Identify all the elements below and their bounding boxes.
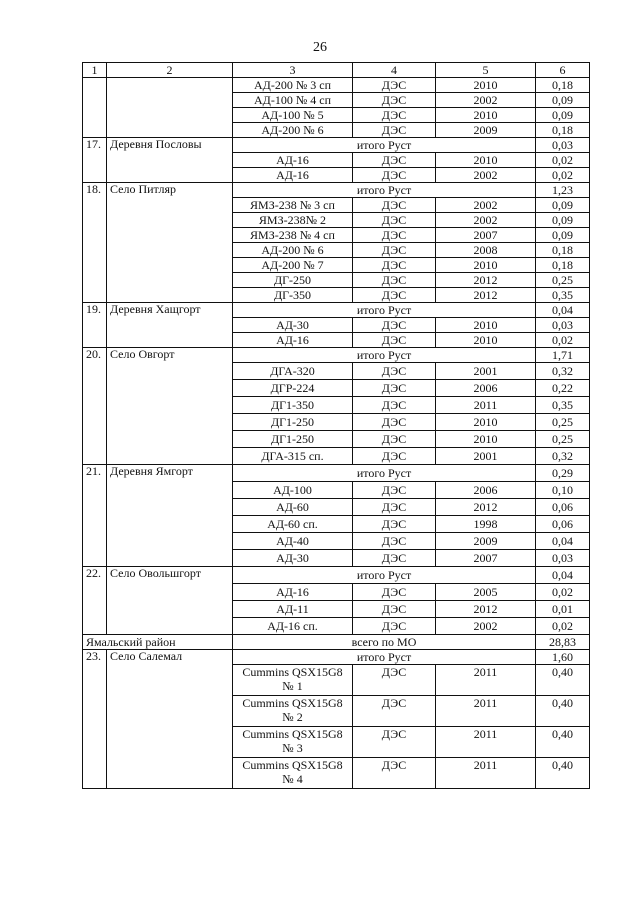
commission-year: 2011 [436,665,536,696]
rated-power: 0,25 [536,431,590,448]
equipment-type: ДЭС [353,618,436,635]
settlement-number: 20. [83,348,107,465]
settlement-total-value: 1,60 [536,650,590,665]
col-header: 5 [436,63,536,78]
equipment-model: АД-16 [233,168,353,183]
col-header: 6 [536,63,590,78]
equipment-model: ЯМЗ-238 № 4 сп [233,228,353,243]
equipment-type: ДЭС [353,665,436,696]
district-row [83,635,590,650]
equipment-model: АД-60 [233,499,353,516]
rated-power: 0,01 [536,601,590,618]
rated-power: 0,35 [536,288,590,303]
settlement-row [83,183,590,198]
commission-year: 2001 [436,363,536,380]
commission-year: 2002 [436,198,536,213]
settlement-name: Село Овгорт [107,348,233,465]
rated-power: 0,02 [536,618,590,635]
equipment-type: ДЭС [353,758,436,789]
settlement-row [83,348,590,363]
settlement-total-label: итого Руст [233,465,536,482]
rated-power: 0,25 [536,273,590,288]
equipment-type: ДЭС [353,108,436,123]
equipment-type: ДЭС [353,584,436,601]
equipment-type: ДЭС [353,431,436,448]
equipment-model: Cummins QSX15G8 № 4 [233,758,353,789]
equipment-type: ДЭС [353,499,436,516]
commission-year: 2010 [436,108,536,123]
settlement-name-empty [107,78,233,138]
equipment-model: Cummins QSX15G8 № 1 [233,665,353,696]
equipment-model: АД-100 № 4 сп [233,93,353,108]
rated-power: 0,02 [536,153,590,168]
commission-year: 2011 [436,397,536,414]
rated-power: 0,09 [536,213,590,228]
equipment-table-body [83,63,590,789]
settlement-number: 17. [83,138,107,183]
settlement-name: Деревня Пословы [107,138,233,183]
commission-year: 2010 [436,431,536,448]
rated-power: 0,02 [536,333,590,348]
rated-power: 0,10 [536,482,590,499]
rated-power: 0,09 [536,93,590,108]
settlement-total-value: 1,23 [536,183,590,198]
rated-power: 0,40 [536,665,590,696]
equipment-model: АД-16 [233,333,353,348]
equipment-model: АД-30 [233,550,353,567]
commission-year: 2010 [436,333,536,348]
equipment-model: ДГ-350 [233,288,353,303]
settlement-number: 19. [83,303,107,348]
rated-power: 0,09 [536,198,590,213]
equipment-model: Cummins QSX15G8 № 3 [233,727,353,758]
settlement-total-value: 0,04 [536,303,590,318]
equipment-type: ДЭС [353,482,436,499]
equipment-model: ДГ1-350 [233,397,353,414]
rated-power: 0,03 [536,318,590,333]
equipment-model: Cummins QSX15G8 № 2 [233,696,353,727]
rated-power: 0,18 [536,123,590,138]
settlement-row [83,303,590,318]
commission-year: 2002 [436,93,536,108]
equipment-type: ДЭС [353,696,436,727]
settlement-total-value: 1,71 [536,348,590,363]
equipment-model: АД-16 сп. [233,618,353,635]
settlement-name: Село Салемал [107,650,233,789]
equipment-type: ДЭС [353,243,436,258]
commission-year: 2010 [436,258,536,273]
commission-year: 2009 [436,123,536,138]
settlement-total-label: итого Руст [233,183,536,198]
equipment-model: АД-200 № 6 [233,243,353,258]
equipment-model: АД-200 № 7 [233,258,353,273]
settlement-name: Деревня Хащгорт [107,303,233,348]
rated-power: 0,02 [536,584,590,601]
commission-year: 2009 [436,533,536,550]
rated-power: 0,40 [536,758,590,789]
settlement-total-label: итого Руст [233,138,536,153]
equipment-type: ДЭС [353,448,436,465]
equipment-model: ДГ1-250 [233,414,353,431]
equipment-model: ДГА-315 сп. [233,448,353,465]
col-header: 3 [233,63,353,78]
equipment-model: АД-30 [233,318,353,333]
commission-year: 2001 [436,448,536,465]
commission-year: 2012 [436,499,536,516]
commission-year: 2007 [436,228,536,243]
commission-year: 2010 [436,78,536,93]
rated-power: 0,09 [536,108,590,123]
equipment-model: АД-40 [233,533,353,550]
settlement-row [83,650,590,665]
commission-year: 2010 [436,318,536,333]
commission-year: 1998 [436,516,536,533]
commission-year: 2011 [436,758,536,789]
equipment-type: ДЭС [353,727,436,758]
commission-year: 2012 [436,601,536,618]
rated-power: 0,25 [536,414,590,431]
settlement-total-value: 0,04 [536,567,590,584]
row-number-empty [83,78,107,138]
equipment-model: ЯМЗ-238 № 3 сп [233,198,353,213]
commission-year: 2010 [436,414,536,431]
equipment-model: ЯМЗ-238№ 2 [233,213,353,228]
settlement-number: 21. [83,465,107,567]
equipment-type: ДЭС [353,78,436,93]
equipment-type: ДЭС [353,380,436,397]
rated-power: 0,03 [536,550,590,567]
rated-power: 0,22 [536,380,590,397]
equipment-table [82,62,590,789]
equipment-type: ДЭС [353,533,436,550]
equipment-type: ДЭС [353,168,436,183]
equipment-model: АД-100 № 5 [233,108,353,123]
rated-power: 0,18 [536,258,590,273]
header-row [83,63,590,78]
settlement-total-label: итого Руст [233,567,536,584]
equipment-type: ДЭС [353,198,436,213]
equipment-type: ДЭС [353,397,436,414]
rated-power: 0,18 [536,243,590,258]
commission-year: 2007 [436,550,536,567]
equipment-type: ДЭС [353,516,436,533]
equipment-type: ДЭС [353,258,436,273]
col-header: 4 [353,63,436,78]
commission-year: 2002 [436,168,536,183]
commission-year: 2006 [436,380,536,397]
settlement-total-label: итого Руст [233,303,536,318]
rated-power: 0,06 [536,499,590,516]
settlement-number: 18. [83,183,107,303]
equipment-model: АД-60 сп. [233,516,353,533]
commission-year: 2010 [436,153,536,168]
rated-power: 0,18 [536,78,590,93]
col-header: 1 [83,63,107,78]
equipment-type: ДЭС [353,318,436,333]
settlement-row [83,138,590,153]
commission-year: 2006 [436,482,536,499]
equipment-type: ДЭС [353,123,436,138]
equipment-model: ДГ-250 [233,273,353,288]
equipment-model: АД-16 [233,153,353,168]
rated-power: 0,09 [536,228,590,243]
commission-year: 2008 [436,243,536,258]
settlement-number: 23. [83,650,107,789]
equipment-type: ДЭС [353,288,436,303]
rated-power: 0,06 [536,516,590,533]
rated-power: 0,32 [536,448,590,465]
commission-year: 2012 [436,288,536,303]
settlement-row [83,465,590,482]
equipment-type: ДЭС [353,93,436,108]
col-header: 2 [107,63,233,78]
settlement-total-value: 0,29 [536,465,590,482]
equipment-model: АД-100 [233,482,353,499]
rated-power: 0,04 [536,533,590,550]
equipment-type: ДЭС [353,228,436,243]
settlement-row [83,567,590,584]
equipment-type: ДЭС [353,363,436,380]
equipment-model: АД-16 [233,584,353,601]
rated-power: 0,35 [536,397,590,414]
commission-year: 2011 [436,727,536,758]
settlement-name: Село Питляр [107,183,233,303]
equipment-type: ДЭС [353,153,436,168]
equipment-type: ДЭС [353,550,436,567]
rated-power: 0,40 [536,727,590,758]
district-name: Ямальский район [83,635,233,650]
equipment-type: ДЭС [353,414,436,431]
commission-year: 2005 [436,584,536,601]
equipment-row [83,78,590,93]
commission-year: 2011 [436,696,536,727]
settlement-total-label: итого Руст [233,348,536,363]
equipment-model: АД-200 № 3 сп [233,78,353,93]
district-total-value: 28,83 [536,635,590,650]
settlement-name: Село Овольшгорт [107,567,233,635]
commission-year: 2012 [436,273,536,288]
page-number: 26 [313,40,327,55]
equipment-type: ДЭС [353,333,436,348]
equipment-type: ДЭС [353,601,436,618]
equipment-model: ДГА-320 [233,363,353,380]
equipment-model: АД-200 № 6 [233,123,353,138]
equipment-model: АД-11 [233,601,353,618]
equipment-type: ДЭС [353,213,436,228]
equipment-model: ДГ1-250 [233,431,353,448]
rated-power: 0,32 [536,363,590,380]
settlement-total-value: 0,03 [536,138,590,153]
rated-power: 0,02 [536,168,590,183]
rated-power: 0,40 [536,696,590,727]
commission-year: 2002 [436,618,536,635]
commission-year: 2002 [436,213,536,228]
settlement-number: 22. [83,567,107,635]
settlement-name: Деревня Ямгорт [107,465,233,567]
district-total-label: всего по МО [233,635,536,650]
equipment-type: ДЭС [353,273,436,288]
settlement-total-label: итого Руст [233,650,536,665]
equipment-model: ДГР-224 [233,380,353,397]
